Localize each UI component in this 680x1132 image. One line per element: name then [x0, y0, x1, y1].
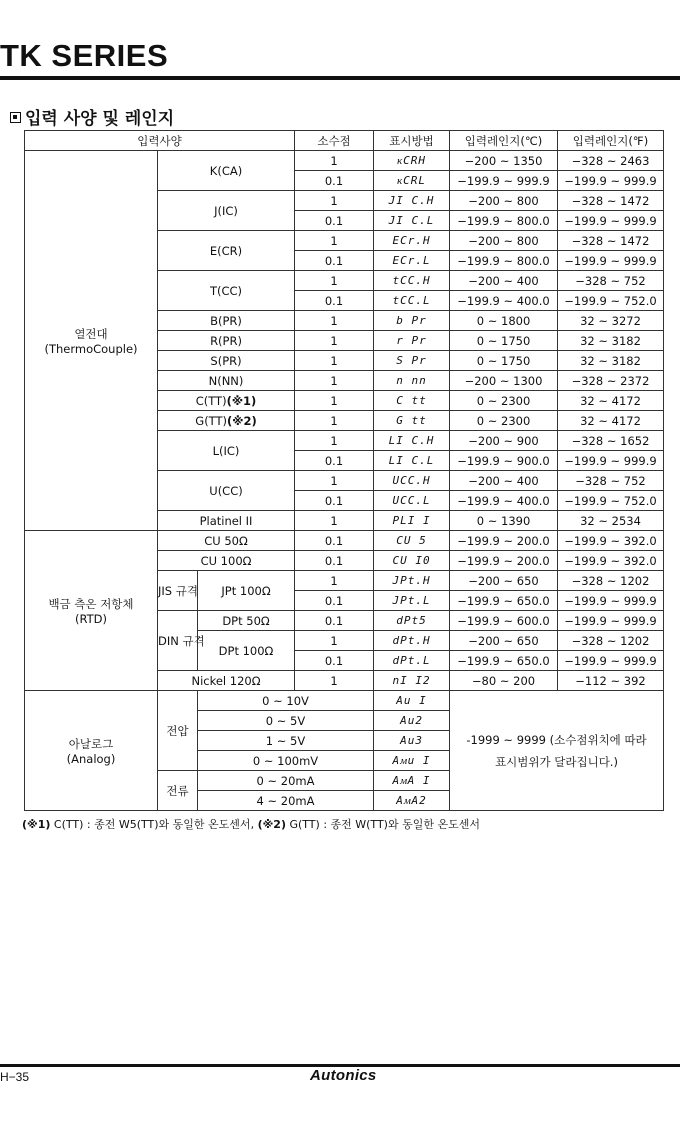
decimal-cell: 1: [295, 511, 374, 531]
display-cell: r Pr: [374, 331, 450, 351]
group-rtd: 백금 측온 저항체 (RTD): [25, 531, 158, 691]
decimal-cell: 1: [295, 671, 374, 691]
decimal-cell: 0.1: [295, 491, 374, 511]
range-f-cell: −328 ~ 1472: [558, 191, 664, 211]
input-type: [158, 351, 295, 371]
range-c-cell: 0 ~ 1390: [450, 511, 558, 531]
range-f-cell: −199.9 ~ 999.9: [558, 651, 664, 671]
display-cell: Au2: [374, 711, 450, 731]
input-type-label: L(IC): [212, 443, 240, 458]
input-type: [158, 531, 295, 551]
range-c-cell: −199.9 ~ 900.0: [450, 451, 558, 471]
decimal-cell: 1: [295, 391, 374, 411]
input-type-label: N(NN): [208, 373, 244, 388]
range-f-cell: 32 ~ 3182: [558, 351, 664, 371]
input-spec-table: [24, 130, 664, 811]
group-thermocouple: 열전대 (ThermoCouple): [25, 151, 158, 531]
decimal-cell: 1: [295, 431, 374, 451]
decimal-cell: 1: [295, 151, 374, 171]
input-type-label: B(PR): [210, 313, 242, 328]
input-type-note: (※1): [226, 393, 257, 408]
range-f-cell: −328 ~ 752: [558, 471, 664, 491]
range-c-cell: −199.9 ~ 200.0: [450, 551, 558, 571]
range-c-cell: 0 ~ 1750: [450, 351, 558, 371]
input-type-label: CU 100Ω: [200, 553, 252, 568]
input-type: [158, 271, 295, 311]
decimal-cell: 1: [295, 311, 374, 331]
range-f-cell: −199.9 ~ 999.9: [558, 211, 664, 231]
decimal-cell: 0.1: [295, 551, 374, 571]
range-f-cell: −199.9 ~ 999.9: [558, 451, 664, 471]
display-cell: JI C.L: [374, 211, 450, 231]
decimal-cell: 0.1: [295, 291, 374, 311]
decimal-cell: 1: [295, 411, 374, 431]
range-f-cell: −199.9 ~ 999.9: [558, 591, 664, 611]
analog-range-cell: 0 ~ 5V: [198, 711, 374, 731]
range-c-cell: −199.9 ~ 800.0: [450, 251, 558, 271]
input-type: [158, 231, 295, 271]
display-cell: dPt.L: [374, 651, 450, 671]
subgroup-voltage: 전압: [158, 691, 198, 771]
display-cell: UCC.H: [374, 471, 450, 491]
display-cell: JI C.H: [374, 191, 450, 211]
display-cell: CU I0: [374, 551, 450, 571]
footnote-mark-1: (※1): [22, 818, 51, 831]
range-c-cell: −200 ~ 1300: [450, 371, 558, 391]
subgroup-jis: JIS 규격: [158, 571, 198, 611]
range-f-cell: −328 ~ 1472: [558, 231, 664, 251]
range-f-cell: −328 ~ 1652: [558, 431, 664, 451]
analog-range-cell: 1 ~ 5V: [198, 731, 374, 751]
input-type: [158, 331, 295, 351]
display-cell: G tt: [374, 411, 450, 431]
display-cell: dPt5: [374, 611, 450, 631]
decimal-cell: 1: [295, 471, 374, 491]
range-f-cell: −199.9 ~ 999.9: [558, 611, 664, 631]
input-type-label: S(PR): [210, 353, 242, 368]
display-cell: b Pr: [374, 311, 450, 331]
range-f-cell: 32 ~ 4172: [558, 411, 664, 431]
range-c-cell: 0 ~ 1750: [450, 331, 558, 351]
header-input-spec: 입력사양: [25, 131, 295, 151]
input-type-label: Platinel II: [199, 513, 253, 528]
table-header-row: [25, 131, 664, 151]
decimal-cell: 1: [295, 371, 374, 391]
input-type-label: R(PR): [210, 333, 242, 348]
input-type-label: G(TT): [195, 413, 228, 428]
range-f-cell: −199.9 ~ 392.0: [558, 531, 664, 551]
decimal-cell: 0.1: [295, 451, 374, 471]
display-cell: ᴋCRL: [374, 171, 450, 191]
decimal-cell: 1: [295, 351, 374, 371]
input-type-note: (※2): [227, 413, 257, 428]
range-c-cell: −200 ~ 400: [450, 471, 558, 491]
table-row: [25, 691, 664, 711]
table-row: [25, 151, 664, 171]
input-type: [158, 431, 295, 471]
decimal-cell: 0.1: [295, 531, 374, 551]
display-cell: Au I: [374, 691, 450, 711]
footnote-text-1: C(TT) : 종전 W5(TT)와 동일한 온도센서,: [50, 818, 258, 831]
section-title-text: 입력 사양 및 레인지: [25, 109, 175, 129]
subgroup-din: DIN 규격: [158, 611, 198, 671]
decimal-cell: 1: [295, 331, 374, 351]
range-c-cell: −199.9 ~ 650.0: [450, 591, 558, 611]
range-f-cell: 32 ~ 3272: [558, 311, 664, 331]
decimal-cell: 1: [295, 231, 374, 251]
input-type-label: C(TT): [195, 393, 227, 408]
input-type: [158, 671, 295, 691]
footnote-mark-2: (※2): [257, 818, 286, 831]
display-cell: AᴍA I: [374, 771, 450, 791]
range-f-cell: −328 ~ 1202: [558, 571, 664, 591]
header-display: 표시방법: [374, 131, 450, 151]
display-cell: Au3: [374, 731, 450, 751]
range-f-cell: −199.9 ~ 752.0: [558, 491, 664, 511]
display-cell: tCC.L: [374, 291, 450, 311]
range-f-cell: −112 ~ 392: [558, 671, 664, 691]
range-c-cell: −199.9 ~ 400.0: [450, 491, 558, 511]
subgroup-current: 전류: [158, 771, 198, 811]
display-cell: AᴍA2: [374, 791, 450, 811]
range-c-cell: −199.9 ~ 650.0: [450, 651, 558, 671]
display-cell: dPt.H: [374, 631, 450, 651]
range-f-cell: −328 ~ 1202: [558, 631, 664, 651]
range-c-cell: −199.9 ~ 400.0: [450, 291, 558, 311]
range-f-cell: −328 ~ 2372: [558, 371, 664, 391]
top-rule: [0, 76, 680, 80]
display-cell: LI C.H: [374, 431, 450, 451]
analog-range-cell: 0 ~ 10V: [198, 691, 374, 711]
input-type-label: U(CC): [209, 483, 243, 498]
input-type-label: CU 50Ω: [204, 533, 248, 548]
range-c-cell: −80 ~ 200: [450, 671, 558, 691]
display-cell: nI I2: [374, 671, 450, 691]
range-f-cell: 32 ~ 3182: [558, 331, 664, 351]
range-c-cell: −200 ~ 900: [450, 431, 558, 451]
display-cell: tCC.H: [374, 271, 450, 291]
input-type: [158, 551, 295, 571]
decimal-cell: 0.1: [295, 611, 374, 631]
range-f-cell: 32 ~ 4172: [558, 391, 664, 411]
range-f-cell: −199.9 ~ 392.0: [558, 551, 664, 571]
display-cell: Aᴍu I: [374, 751, 450, 771]
analog-range-note: -1999 ~ 9999 (소수점위치에 따라 표시범위가 달라집니다.): [450, 691, 664, 811]
input-type: [158, 371, 295, 391]
analog-range-cell: 4 ~ 20mA: [198, 791, 374, 811]
page-number: H−35: [0, 1070, 30, 1084]
range-c-cell: −199.9 ~ 999.9: [450, 171, 558, 191]
display-cell: JPt.L: [374, 591, 450, 611]
analog-range-cell: 0 ~ 100mV: [198, 751, 374, 771]
input-type-label: E(CR): [209, 243, 243, 258]
range-c-cell: 0 ~ 1800: [450, 311, 558, 331]
range-c-cell: −200 ~ 650: [450, 631, 558, 651]
input-type-label: J(IC): [214, 203, 238, 218]
display-cell: PLI I: [374, 511, 450, 531]
input-type: [158, 151, 295, 191]
decimal-cell: 1: [295, 571, 374, 591]
range-f-cell: −199.9 ~ 752.0: [558, 291, 664, 311]
display-cell: ᴋCRH: [374, 151, 450, 171]
brand-logo: Autonics: [310, 1067, 377, 1084]
header-decimal: 소수점: [295, 131, 374, 151]
input-type: [158, 471, 295, 511]
header-range-f: 입력레인지(℉): [558, 131, 664, 151]
input-type-label: T(CC): [209, 283, 243, 298]
display-cell: C tt: [374, 391, 450, 411]
decimal-cell: 1: [295, 271, 374, 291]
decimal-cell: 1: [295, 191, 374, 211]
display-cell: CU 5: [374, 531, 450, 551]
display-cell: ECr.H: [374, 231, 450, 251]
range-f-cell: −199.9 ~ 999.9: [558, 171, 664, 191]
section-title: [10, 104, 174, 129]
footnote-text-2: G(TT) : 종전 W(TT)와 동일한 온도센서: [285, 818, 480, 831]
display-cell: n nn: [374, 371, 450, 391]
range-c-cell: −199.9 ~ 200.0: [450, 531, 558, 551]
range-f-cell: −199.9 ~ 999.9: [558, 251, 664, 271]
range-c-cell: −200 ~ 650: [450, 571, 558, 591]
range-c-cell: −199.9 ~ 800.0: [450, 211, 558, 231]
analog-range-cell: 0 ~ 20mA: [198, 771, 374, 791]
range-c-cell: −200 ~ 1350: [450, 151, 558, 171]
decimal-cell: 0.1: [295, 591, 374, 611]
display-cell: S Pr: [374, 351, 450, 371]
series-title: TK SERIES: [0, 38, 169, 73]
decimal-cell: 0.1: [295, 171, 374, 191]
range-c-cell: −200 ~ 800: [450, 231, 558, 251]
decimal-cell: 1: [295, 631, 374, 651]
decimal-cell: 0.1: [295, 211, 374, 231]
input-type: [158, 191, 295, 231]
range-c-cell: −200 ~ 800: [450, 191, 558, 211]
input-type: DPt 50Ω: [198, 611, 295, 631]
header-range-c: 입력레인지(℃): [450, 131, 558, 151]
range-c-cell: −200 ~ 400: [450, 271, 558, 291]
input-type: [158, 511, 295, 531]
range-c-cell: −199.9 ~ 600.0: [450, 611, 558, 631]
square-bullet-icon: [10, 112, 21, 123]
table-row: [25, 531, 664, 551]
input-type-label: K(CA): [209, 163, 243, 178]
group-analog: 아날로그 (Analog): [25, 691, 158, 811]
display-cell: LI C.L: [374, 451, 450, 471]
range-f-cell: −328 ~ 2463: [558, 151, 664, 171]
display-cell: UCC.L: [374, 491, 450, 511]
input-type: DPt 100Ω: [198, 631, 295, 671]
input-type: [158, 311, 295, 331]
input-type: JPt 100Ω: [198, 571, 295, 611]
input-type: [158, 411, 295, 431]
display-cell: JPt.H: [374, 571, 450, 591]
range-c-cell: 0 ~ 2300: [450, 411, 558, 431]
range-f-cell: 32 ~ 2534: [558, 511, 664, 531]
decimal-cell: 0.1: [295, 651, 374, 671]
range-c-cell: 0 ~ 2300: [450, 391, 558, 411]
decimal-cell: 0.1: [295, 251, 374, 271]
footnote: [22, 816, 480, 832]
range-f-cell: −328 ~ 752: [558, 271, 664, 291]
display-cell: ECr.L: [374, 251, 450, 271]
input-type-label: Nickel 120Ω: [191, 673, 261, 688]
input-type: [158, 391, 295, 411]
